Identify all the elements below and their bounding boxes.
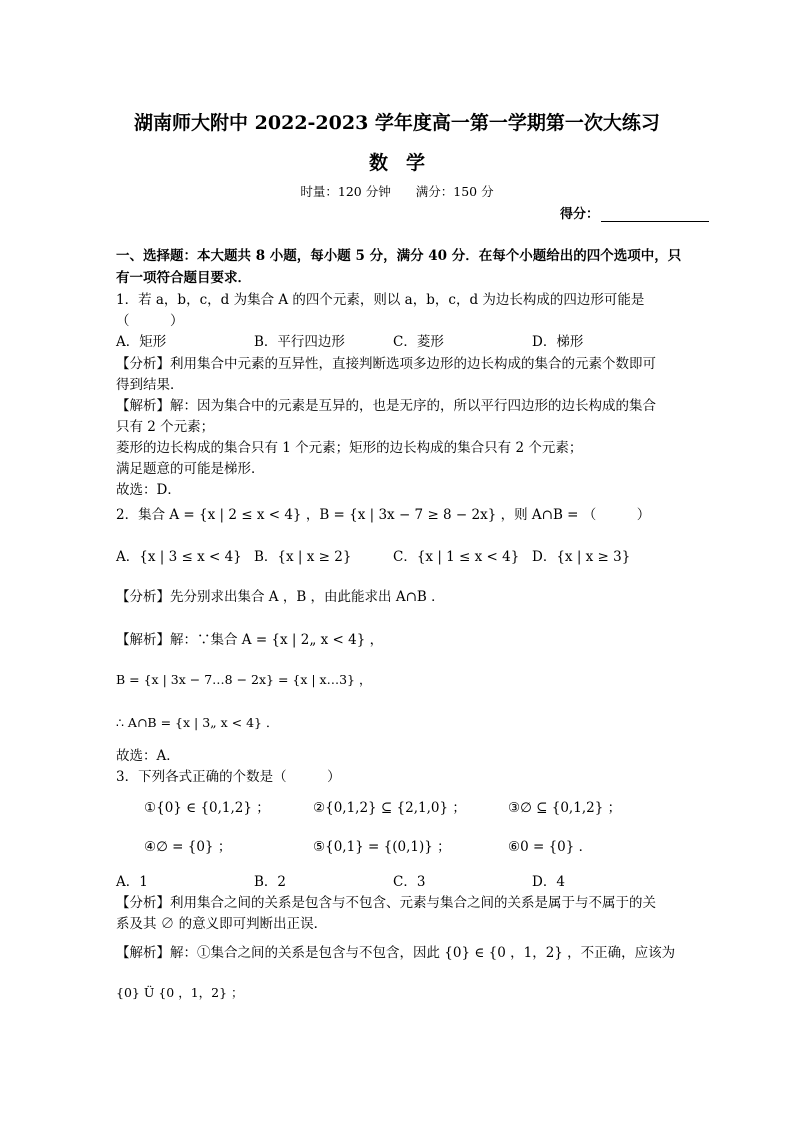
q1-solution-line-3: 菱形的边长构成的集合只有 1 个元素；矩形的边长构成的集合只有 2 个元素； — [116, 440, 583, 456]
q2-option-b: B．{x | x ≥ 2} — [254, 549, 352, 565]
q3-analysis-line-2: 系及其 ∅ 的意义即可判断出正误． — [116, 916, 328, 932]
section-heading-line-2: 有一项符合题目要求． — [116, 270, 251, 286]
q3-item-3: ③∅ ⊆ {0,1,2} ； — [508, 800, 622, 816]
q2-analysis: 【分析】先分别求出集合 A ，B ，由此能求出 A∩B ． — [116, 589, 445, 605]
section-heading-line-1: 一、选择题：本大题共 8 小题，每小题 5 分，满分 40 分．在每个小题给出的四个选项中，只 — [116, 248, 682, 264]
score-blank — [601, 207, 709, 222]
q2-option-d: D．{x | x ≥ 3} — [532, 549, 631, 565]
q1-option-d: D．梯形 — [532, 334, 584, 350]
q1-solution-line-1: 【解析】解：因为集合中的元素是互异的，也是无序的，所以平行四边形的边长构成的集合 — [116, 398, 656, 414]
q3-analysis-line-1: 【分析】利用集合之间的关系是包含与不包含、元素与集合之间的关系是属于与不属于的关 — [116, 895, 656, 911]
score-field — [560, 203, 709, 222]
q3-solution-line-2: {0} Ü {0 ，1，2} ； — [116, 985, 244, 1000]
q2-option-a: A．{x | 3 ≤ x < 4} — [116, 549, 242, 565]
q3-option-a: A．1 — [116, 874, 148, 890]
q1-option-c: C．菱形 — [393, 334, 444, 350]
q1-stem-line-1: 1．若 a，b，c，d 为集合 A 的四个元素，则以 a，b，c，d 为边长构成的四边形可能是 — [116, 292, 645, 308]
q1-analysis-line-1: 【分析】利用集合中元素的互异性，直接判断选项多边形的边长构成的集合的元素个数即可 — [116, 356, 656, 372]
subject-title: 数学 — [368, 152, 443, 174]
q1-analysis-line-2: 得到结果． — [116, 377, 184, 393]
q1-solution-line-2: 只有 2 个元素； — [116, 419, 215, 435]
q2-solution-line-2: B = {x | 3x − 7…8 − 2x} = {x | x…3} ， — [116, 672, 372, 687]
q1-option-a: A．矩形 — [116, 334, 167, 350]
q3-item-2: ②{0,1,2} ⊆ {2,1,0} ； — [313, 800, 466, 816]
q3-item-1: ①{0} ∈ {0,1,2} ； — [144, 800, 270, 816]
q3-solution-line-1: 【解析】解：①集合之间的关系是包含与不包含，因此 {0} ∈ {0 ，1，2} ，不正确，应该为 — [116, 945, 676, 961]
q3-option-b: B．2 — [254, 874, 287, 890]
q3-stem: 3．下列各式正确的个数是（ ） — [116, 769, 341, 785]
q3-item-5: ⑤{0,1} = {(0,1)} ； — [313, 839, 451, 855]
q3-option-c: C．3 — [393, 874, 426, 890]
document-title: 湖南师大附中 2022-2023 学年度高一第一学期第一次大练习 — [134, 112, 660, 134]
exam-meta: 时量：120 分钟 满分：150 分 — [300, 184, 494, 199]
q3-option-d: D．4 — [532, 874, 565, 890]
q2-answer: 故选：A． — [116, 748, 180, 764]
q1-answer: 故选：D． — [116, 482, 181, 498]
q2-solution-line-3: ∴ A∩B = {x | 3„ x < 4} ． — [116, 715, 279, 730]
q3-item-4: ④∅ = {0} ； — [144, 839, 232, 855]
q3-item-6: ⑥0 = {0} ． — [508, 839, 593, 855]
q2-option-c: C．{x | 1 ≤ x < 4} — [393, 549, 520, 565]
q1-option-b: B．平行四边形 — [254, 334, 345, 350]
score-label: 得分： — [560, 207, 600, 222]
q2-stem: 2．集合 A = {x | 2 ≤ x < 4} ，B = {x | 3x − 7 ≥ 8 − 2x} ，则 A∩B = （ ） — [116, 507, 651, 523]
q2-solution-line-1: 【解析】解：∵集合 A = {x | 2„ x < 4} ， — [116, 632, 384, 648]
q1-solution-line-4: 满足题意的可能是梯形． — [116, 461, 265, 477]
q1-stem-line-2: （ ） — [116, 313, 184, 329]
